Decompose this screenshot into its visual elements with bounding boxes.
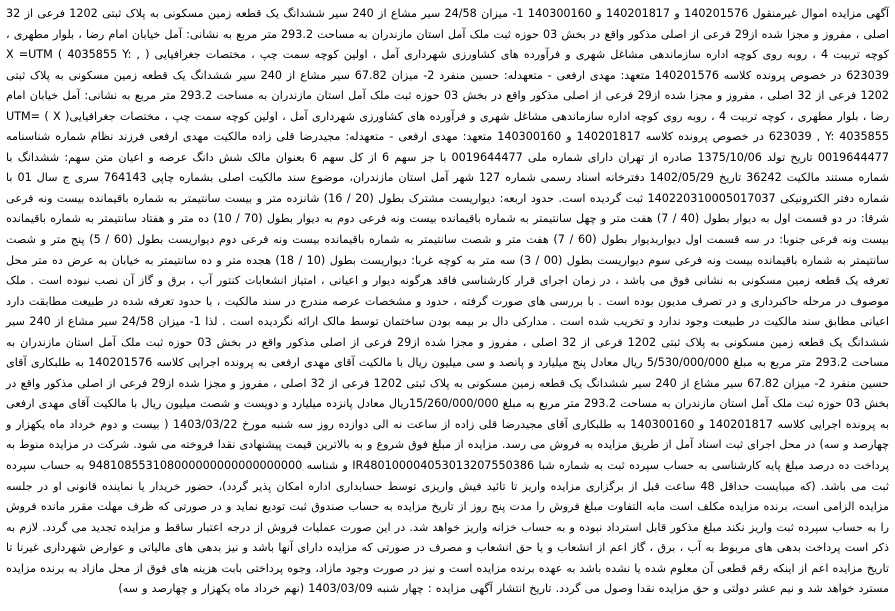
auction-notice-text: آگهی مزایده اموال غیرمنقول 140201576 و 140201817 و 140300160 1- میزان 24/58 سیر مشاع از 240 سیر ششدانگ یک قطعه زمین مسکونی به پلاک ثبتی 1202 فرعی از 32 اصلی ، مفروز و مجزا شده از29 فرعی از اصلی مذکور واقع در بخش 03 حوزه ثبت ملک آمل استان مازندران به مساحت 293.2 متر مربع به نشانی: آمل خیابان امام رضا ، بلوار مطهری ، کوچه تربیت 4 ، روبه روی کوچه اداره سازماندهی مشاغل شهری و فرآورده های کشاورزی شهرداری آمل ، اولین کوچه سمت چپ ، مختصات جغرافیایی ( X =UTM ( 4035855 Y: , 623039 در خصوص پرونده کلاسه 140201576 متعهد: مهدی ارفعی - متعهدله: حسین منفرد 2- میزان 67.82 سیر مشاع از 240 سیر ششدانگ یک قطعه زمین مسکونی به پلاک ثبتی 1202 فرعی از 32 اصلی ، مفروز و مجزا شده از29 فرعی از اصلی مذکور واقع در بخش 03 حوزه ثبت ملک آمل استان مازندران به مساحت 293.2 متر مربع به نشانی: آمل خیابان امام رضا ، بلوار مطهری ، کوچه تربیت 4 ، روبه روی کوچه اداره سازماندهی مشاغل شهری و فرآورده های کشاورزی شهرداری آمل ، اولین کوچه سمت چپ ، مختصات جغرافیایی( UTM= ( X 623039 , Y: 4035855 در خصوص پرونده کلاسه 140201817 و 140300160 متعهد: مهدی ارفعی - متعهدله: مجیدرضا قلی زاده مالکیت مهدی ارفعی فرزند نظام شماره شناسنامه 0019644477 تاریخ تولد 1375/10/06 صادره از تهران دارای شماره ملی 0019644477 با جز سهم 6 از کل سهم 6 بعنوان مالک شش دانگ عرصه و اعیان متن سهم: ششدانگ با شماره مستند مالکیت 36242 تاریخ 1402/05/29 دفترخانه اسناد رسمی شماره 127 شهر آمل استان مازندران، موضوع سند مالکیت اصلی بشماره چاپی 764143 سری ج سال 01 با شماره دفتر الکترونیکی 140220310005017037 ثبت گردیده است. حدود اربعه: دیواریست مشترک بطول (20 / 16) شانزده متر و بیست سانتیمتر به شماره باقیمانده بیست ونه فرعی شرقا: در دو قسمت اول به دیوار بطول (40 / 7) هفت متر و چهل سانتیمتر به شماره باقیمانده بیست ونه فرعی دوم به دیوار بطول (70 / 10) ده متر و هفتاد سانتیمتر به شماره باقیمانده بیست ونه فرعی جنوبا: در سه قسمت اول دیواربدیوار بطول (60 / 7) هفت متر و شصت سانتیمتر به شماره باقیمانده بیست ونه فرعی دوم دیواریست بطول (60 / 5) پنج متر و شصت سانتیمتر به شماره باقیمانده بیست ونه فرعی سوم دیواریست بطول (00 / 3) سه متر به کوچه غربا: دیواریست بطول (10 / 18) هجده متر و ده سانتیمتر به خیابان به عرض ده متر محل تعرفه یک قطعه زمین مسکونی به نشانی فوق می باشد ، در زمان اجرای قرار کارشناسی فاقد هرگونه دیوار و اعیانی ، امتیاز انشعابات کنتور آب ، برق و گاز آن نصب نبوده است . ملک موصوف در مرحله حاکبرداری و در تصرف مدیون بوده است . با بررسی های صورت گرفته ، حدود و مشخصات عرصه مندرج در سند مالکیت ، با حدود تعرفه شده در طبیعت مطابقت دارد اعیانی مطابق سند مالکیت در طبیعت وجود ندارد و تخریب شده است . مدارکی دال بر بیمه بودن ساختمان توسط مالک ارائه نگردیده است . لذا 1- میزان 24/58 سیر مشاع از 240 سیر ششدانگ یک قطعه زمین مسکونی به پلاک ثبتی 1202 فرعی از 32 اصلی ، مفروز و مجزا شده از29 فرعی از اصلی مذکور واقع در بخش 03 حوزه ثبت ملک آمل استان مازندران به مساحت 293.2 متر مربع به مبلغ 5/530/000/000 ریال معادل پنج میلیارد و پانصد و سی میلیون ریال با مالکیت آقای مهدی ارفعی به پرونده اجرایی کلاسه 140201576 به طلبکاری آقای حسین منفرد 2- میزان 67.82 سیر مشاع از 240 سیر ششدانگ یک قطعه زمین مسکونی به پلاک ثبتی 1202 فرعی از 32 اصلی ، مفروز و مجزا شده از29 فرعی از اصلی مذکور واقع در بخش 03 حوزه ثبت ملک آمل استان مازندران به مساحت 293.2 متر مربع به مبلغ 15/260/000/000ریال معادل پانزده میلیارد و دویست و شصت میلیون ریال با مالکیت آقای مهدی ارفعی به پرونده اجرایی کلاسه 140201817 و 140300160 به طلبکاری آقای مجیدرضا قلی زاده از ساعت نه الی دوازده روز سه شنبه مورخ 1403/03/22 ( بیست و دوم خرداد ماه یکهزار و چهارصد و سه) در محل اجرای ثبت اسناد آمل از طریق مزایده به فروش می رسد. مزایده از مبلغ فوق شروع و به بالاترین قیمت پیشنهادی نقدا فروخته می شود. شرکت در مزایده منوط به پرداخت ده درصد مبلغ پایه کارشناسی به حساب سپرده ثبت به شماره شبا IR480100004053013207550386 و شناسه 948108553108000000000000000000 به حساب سپرده ثبت می باشد. (که میبایست حداقل 48 ساعت قبل از برگزاری مزایده واریز تا تائید فیش واریزی توسط حسابداری اداره امکان پذیر گردد)، حضور خریدار یا نماینده قانونی او در جلسه مزایده الزامی است، برنده مزایده مکلف است مابه التفاوت مبلغ فروش را مدت پنج روز از تاریخ مزایده به حساب صندوق ثبت تودیع نماید و در صورتی که ظرف مهلت مقرر مانده فروش را به حساب سپرده ثبت واریز نکند مبلغ مذکور قابل استرداد نبوده و به حساب خزانه واریز خواهد شد. در این صورت عملیات فروش از درجه اعتبار ساقط و مزایده تجدید می گردد. لازم به ذکر است پرداخت بدهی های مربوط به آب ، برق ، گاز اعم از انشعاب و یا حق انشعاب و مصرف در صورتی که مزایده دارای آنها باشد و نیز بدهی های مالیاتی و عوارض شهرداری غیرنا تا تاریخ مزایده اعم از اینکه رقم قطعی آن معلوم شده یا نشده باشد به عهده برنده مزایده است و نیز در صورت وجود مازاد، وجوه پرداختی بابت هزینه های فوق از محل مازاد به برنده مزایده مسترد خواهد شد و نیم عشر دولتی و حق مزایده نقدا وصول می گردد. تاریخ انتشار آگهی مزایده : چهار شنبه 1403/03/09 (نهم خرداد ماه یکهزار و چهارصد و سه) bbox=[6, 7, 890, 596]
